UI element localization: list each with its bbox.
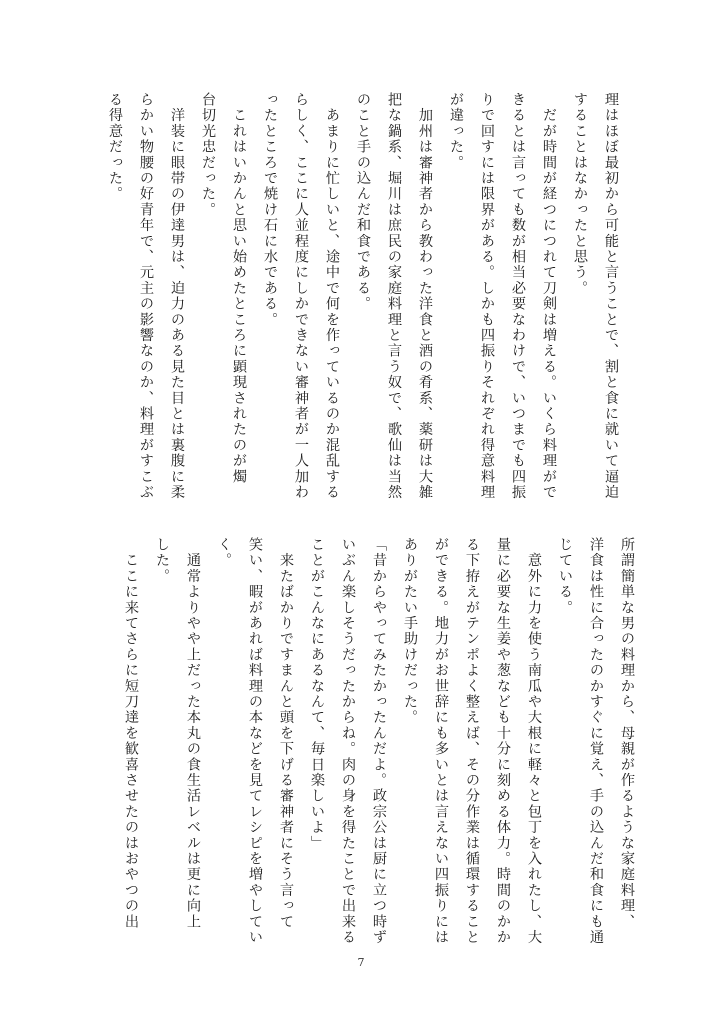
text-column: ここに来てさらに短刀達を歓喜させたのはおやつの出 [123,537,139,930]
lower-text-block [84,537,640,949]
text-column: る得意だった。 [107,92,123,202]
upper-text-block [84,92,624,504]
text-column: 洋装に眼帯の伊達男は、迫力のある見た目とは裏腹に柔 [169,92,185,501]
text-column: いぶん楽しそうだったからね。肉の身を得たことで出来る [340,537,356,946]
text-column: これはいかんと思い始めたところに顕現されたのが燭 [231,92,247,485]
text-column: 通常よりやや上だった本丸の食生活レベルは更に向上 [185,537,201,930]
text-column: が違った。 [448,92,464,171]
text-column: ったところで焼け石に水である。 [262,92,278,328]
text-column: 「昔からやってみたかったんだよ。政宗公は厨に立つ時ず [371,537,387,946]
text-column: 洋食は性に合ったのかすぐに覚え、手の込んだ和食にも通 [588,537,604,946]
text-column: あまりに忙しいと、途中で何を作っているのか混乱する [324,92,340,501]
text-column: りで回すには限界がある。しかも四振りそれぞれ得意料理 [479,92,495,501]
text-column: 理はほぼ最初から可能と言うことで、割と食に就いて逼迫 [603,92,619,501]
text-column: ができる。地力がお世辞にも多いとは言えない四振りには [433,537,449,946]
text-column: ことがこんなにあるなんて、毎日楽しいよ」 [309,537,325,851]
text-column: く。 [216,537,232,569]
text-column: した。 [154,537,170,585]
text-column: 量に必要な生姜や葱なども十分に刻める体力。時間のかか [495,537,511,946]
text-column: らかい物腰の好青年で、元主の影響なのか、料理がすこぶ [138,92,154,501]
text-column: らしく、ここに人並程度にしかできない審神者が一人加わ [293,92,309,501]
page-number: 7 [357,956,365,969]
text-column: 所謂簡単な男の料理から、母親が作るような家庭料理、 [619,537,635,930]
text-column: 加州は審神者から教わった洋食と酒の肴系、薬研は大雑 [417,92,433,501]
text-column: のこと手の込んだ和食である。 [355,92,371,312]
text-column: することはなかったと思う。 [572,92,588,297]
text-column: ありがたい手助けだった。 [402,537,418,726]
text-column: 笑い、暇があれば料理の本などを見てレシピを増やしてい [247,537,263,946]
text-column: る下拵えがテンポよく整えば、その分作業は循環すること [464,537,480,946]
text-column: きるとは言っても数が相当必要なわけで、いつまでも四振 [510,92,526,501]
text-column: 来たばかりですまんと頭を下げる審神者にそう言って [278,537,294,930]
text-column: 意外に力を使う南瓜や大根に軽々と包丁を入れたし、大 [526,537,542,946]
text-column: じている。 [557,537,573,616]
text-column: だが時間が経つにつれて刀剣は増える。いくら料理がで [541,92,557,501]
text-column: 把な鍋系、堀川は庶民の家庭料理と言う奴で、歌仙は当然 [386,92,402,501]
text-column: 台切光忠だった。 [200,92,216,218]
